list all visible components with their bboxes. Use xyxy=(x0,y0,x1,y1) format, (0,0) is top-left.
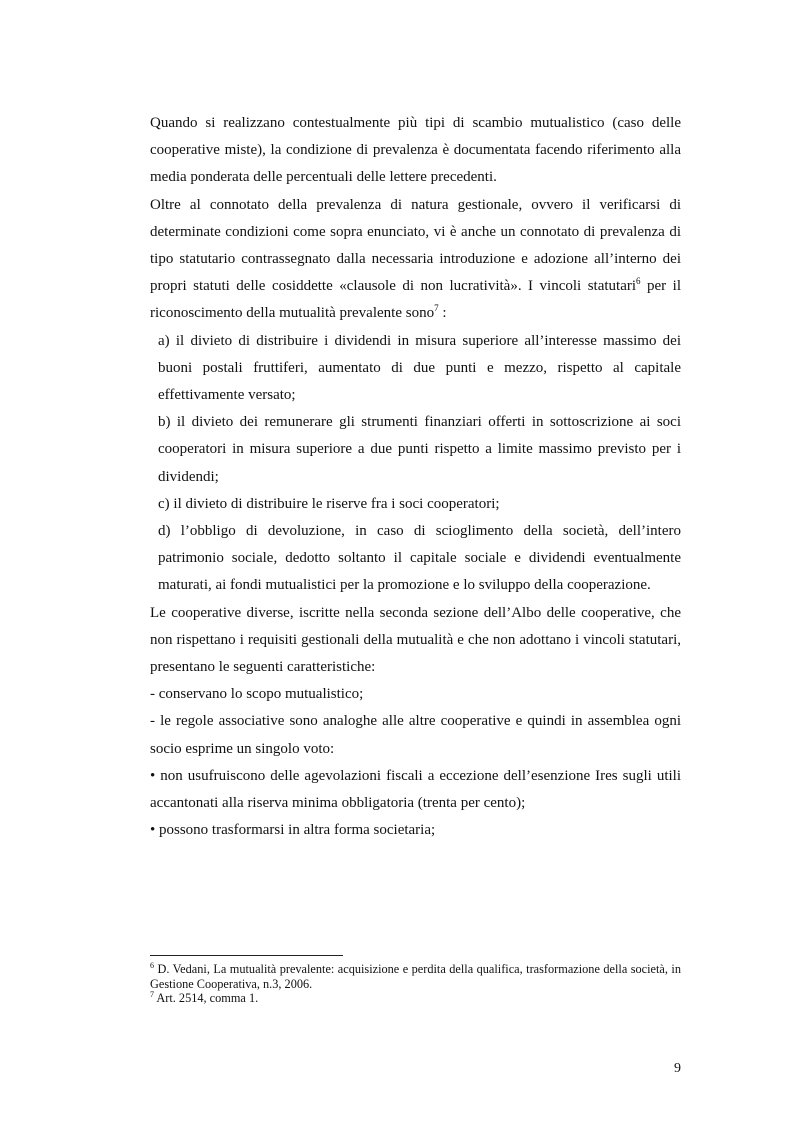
list-item-a: a) il divieto di distribuire i dividendi in misura superiore all’interesse massimo dei buoni postali fruttiferi, aumentato di due punti e mezzo, rispetto al capitale effettivamente versato; xyxy=(158,332,681,404)
footnote-divider xyxy=(150,955,343,956)
footnotes xyxy=(150,962,681,1006)
list-item-d: d) l’obbligo di devoluzione, in caso di scioglimento della società, dell’intero patrimonio sociale, dedotto soltanto il capitale sociale e dividendi eventualmente maturati, ai fondi mutualistici per la promozione e lo sviluppo della cooperazione. xyxy=(158,523,681,594)
footnote-ref-7[interactable]: 7 xyxy=(434,303,439,314)
paragraph-statutory-prevalence xyxy=(150,192,681,328)
dash-item-mutualistic-scope: - conservano lo scopo mutualistico; xyxy=(150,686,364,703)
bullet-item-tax-benefits: • non usufruiscono delle agevolazioni fiscali a eccezione dell’esenzione Ires sugli utili accantonati alla riserva minima obbligatoria (trenta per cento); xyxy=(150,767,681,812)
footnote-mark-6: 6 xyxy=(150,960,154,970)
list-item-c: c) il divieto di distribuire le riserve fra i soci cooperatori; xyxy=(158,495,500,512)
paragraph-text: Oltre al connotato della prevalenza di natura gestionale, ovvero il verificarsi di determinate condizioni come sopra enunciato, vi è anche un connotato di prevalenza di tipo statutario contrassegnato dalla necessaria introduzione e adozione all’interno dei propri statuti delle cosiddette «clausole di non lucratività». I vincoli statutari xyxy=(150,196,681,295)
bullet-item-transformation: • possono trasformarsi in altra forma societaria; xyxy=(150,822,436,839)
footnote-mark-7: 7 xyxy=(150,989,154,999)
footnote-7 xyxy=(150,991,681,1006)
paragraph-text: per il riconoscimento della mutualità prevalente sono xyxy=(150,278,681,322)
dash-item-associative-rules: - le regole associative sono analoghe alle altre cooperative e quindi in assemblea ogni socio esprime un singolo voto: xyxy=(150,713,681,757)
footnote-text: D. Vedani, La mutualità prevalente: acquisizione e perdita della qualifica, trasformazione della società, in Gestione Cooperativa, n.3, 2006. xyxy=(150,962,681,991)
paragraph-diverse-cooperatives: Le cooperative diverse, iscritte nella seconda sezione dell’Albo delle cooperative, che non rispettano i requisiti gestionali della mutualità e che non adottano i vincoli statutari, presentano le seguenti caratteristiche: xyxy=(150,604,681,676)
footnote-ref-6[interactable]: 6 xyxy=(636,276,641,287)
page-number: 9 xyxy=(674,1061,681,1076)
list-item-b: b) il divieto dei remunerare gli strumenti finanziari offerti in sottoscrizione ai soci cooperatori in misura superiore a due punti rispetto a limite massimo previsto per i dividendi; xyxy=(158,414,681,485)
footnote-text: Art. 2514, comma 1. xyxy=(154,991,259,1005)
paragraph-text: : xyxy=(438,305,447,322)
paragraph-mixed-cooperatives: Quando si realizzano contestualmente più tipi di scambio mutualistico (caso delle cooperative miste), la condizione di prevalenza è documentata facendo riferimento alla media ponderata delle percentuali delle lettere precedenti. xyxy=(150,115,681,186)
main-text xyxy=(150,110,681,844)
footnote-6 xyxy=(150,962,681,991)
